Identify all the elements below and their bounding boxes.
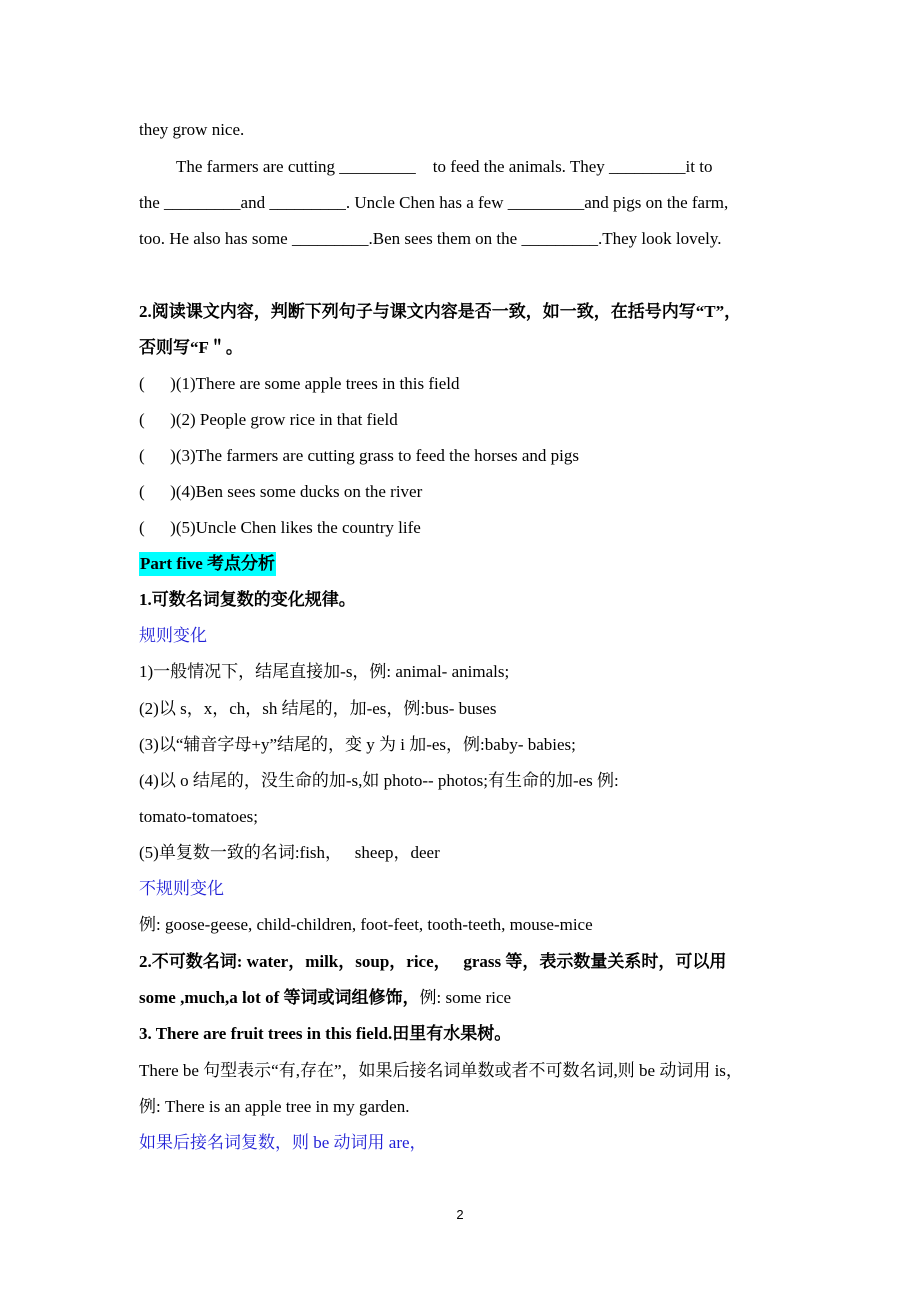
point2-line-2 [139, 986, 511, 1010]
rule-3: (3)以“辅音字母+y”结尾的，变 y 为 i 加-es，例:baby- babies; [139, 735, 576, 754]
point2-line-2-example: 例: some rice [419, 988, 512, 1007]
task2-item-4: ( )(4)Ben sees some ducks on the river [139, 482, 423, 501]
rule-2: (2)以 s，x，ch，sh 结尾的，加-es，例:bus- buses [139, 699, 497, 718]
task2-instruction-line-2: 否则写“F＂。 [139, 338, 243, 357]
part-five-heading: Part five 考点分析 [139, 552, 276, 576]
passage-line-1: they grow nice. [139, 120, 245, 139]
page-number: 2 [456, 1207, 464, 1222]
rule-5: (5)单复数一致的名词:fish， sheep，deer [139, 843, 440, 862]
point1-title: 1.可数名词复数的变化规律。 [139, 590, 356, 609]
point3-line-3: 如果后接名词复数，则 be 动词用 are， [139, 1133, 427, 1152]
regular-change-heading: 规则变化 [139, 626, 207, 645]
rule-4-continued: tomato-tomatoes; [139, 807, 258, 826]
part-five-heading-line [139, 552, 276, 576]
task2-item-3: ( )(3)The farmers are cutting grass to feed the horses and pigs [139, 446, 579, 465]
point3-title: 3. There are fruit trees in this field.田里有水果树。 [139, 1024, 512, 1043]
point2-line-2-bold: some ,much,a lot of 等词或词组修饰， [139, 988, 420, 1007]
rule-1: 1)一般情况下，结尾直接加-s，例: animal- animals; [139, 662, 510, 681]
rule-4: (4)以 o 结尾的，没生命的加-s,如 photo-- photos;有生命的加-es 例: [139, 771, 619, 790]
passage-line-2: The farmers are cutting _________ to feed the animals. They _________it to [176, 157, 713, 176]
passage-line-4: too. He also has some _________.Ben sees them on the _________.They look lovely. [139, 229, 722, 248]
point2-line-1: 2.不可数名词: water，milk，soup，rice， grass 等，表示数量关系时，可以用 [139, 952, 727, 971]
passage-line-3: the _________and _________. Uncle Chen has a few _________and pigs on the farm, [139, 193, 729, 212]
irregular-change-heading: 不规则变化 [139, 879, 224, 898]
task2-item-1: ( )(1)There are some apple trees in this field [139, 374, 460, 393]
task2-item-5: ( )(5)Uncle Chen likes the country life [139, 518, 421, 537]
point3-line-1: There be 句型表示“有,存在”，如果后接名词单数或者不可数名词,则 be 动词用 is， [139, 1061, 743, 1080]
task2-instruction-line-1: 2.阅读课文内容，判断下列句子与课文内容是否一致，如一致，在括号内写“T”， [139, 302, 742, 321]
task2-item-2: ( )(2) People grow rice in that field [139, 410, 398, 429]
point3-line-2: 例: There is an apple tree in my garden. [139, 1097, 410, 1116]
irregular-example: 例: goose-geese, child-children, foot-feet, tooth-teeth, mouse-mice [139, 915, 593, 934]
